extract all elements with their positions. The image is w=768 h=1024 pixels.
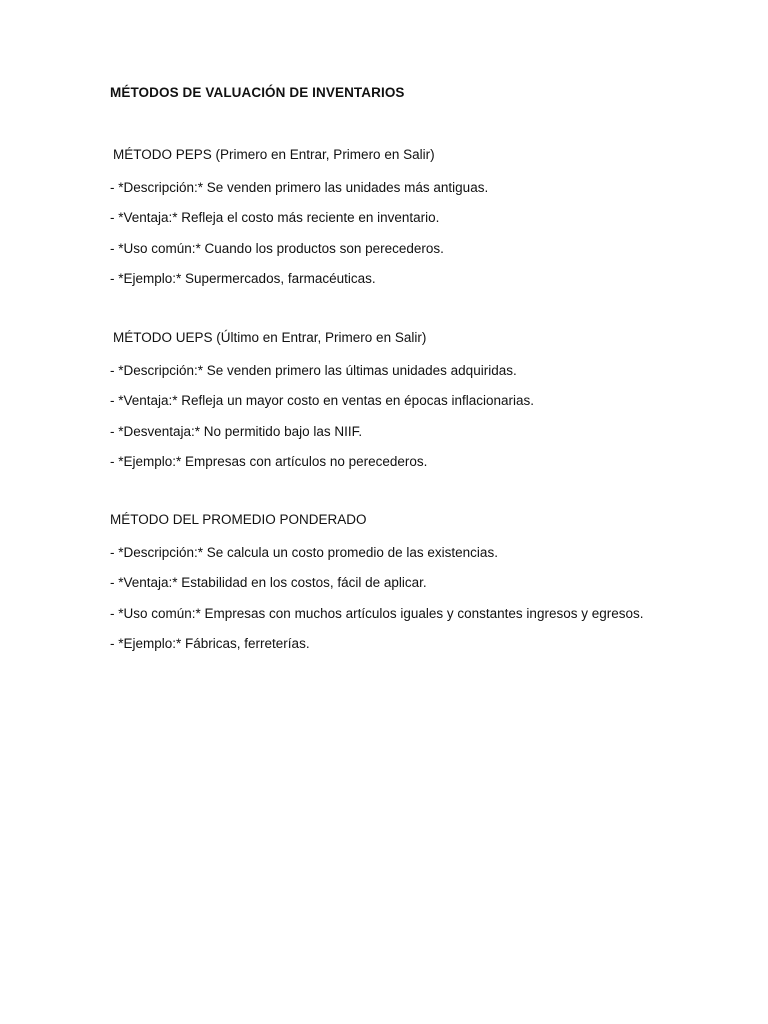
list-item-peps-uso: - *Uso común:* Cuando los productos son perecederos.	[110, 240, 444, 256]
section-heading-peps: MÉTODO PEPS (Primero en Entrar, Primero en Salir)	[113, 147, 435, 162]
document-title: MÉTODOS DE VALUACIÓN DE INVENTARIOS	[110, 85, 405, 100]
section-ueps	[110, 329, 650, 482]
list-item-ueps-desventaja: - *Desventaja:* No permitido bajo las NIIF.	[110, 423, 363, 439]
list-item-ueps-descripcion: - *Descripción:* Se venden primero las últimas unidades adquiridas.	[110, 362, 517, 378]
list-item-ueps-ventaja: - *Ventaja:* Refleja un mayor costo en ventas en épocas inflacionarias.	[110, 393, 534, 408]
list-item-peps-ejemplo: - *Ejemplo:* Supermercados, farmacéuticas.	[110, 271, 376, 286]
list-item-promedio-descripcion: - *Descripción:* Se calcula un costo promedio de las existencias.	[110, 544, 498, 560]
list-item-promedio-ventaja: - *Ventaja:* Estabilidad en los costos, fácil de aplicar.	[110, 575, 427, 590]
list-item-peps-ventaja: - *Ventaja:* Refleja el costo más reciente en inventario.	[110, 210, 440, 225]
list-item-promedio-uso: - *Uso común:* Empresas con muchos artículos iguales y constantes ingresos y egresos.	[110, 605, 644, 621]
section-heading-promedio: MÉTODO DEL PROMEDIO PONDERADO	[110, 512, 367, 527]
list-item-ueps-ejemplo: - *Ejemplo:* Empresas con artículos no perecederos.	[110, 454, 428, 469]
list-item-promedio-ejemplo: - *Ejemplo:* Fábricas, ferreterías.	[110, 636, 310, 651]
section-heading-ueps: MÉTODO UEPS (Último en Entrar, Primero en Salir)	[113, 330, 427, 345]
section-peps	[110, 146, 650, 299]
list-item-peps-descripcion: - *Descripción:* Se venden primero las unidades más antiguas.	[110, 179, 489, 195]
section-promedio	[110, 511, 650, 664]
